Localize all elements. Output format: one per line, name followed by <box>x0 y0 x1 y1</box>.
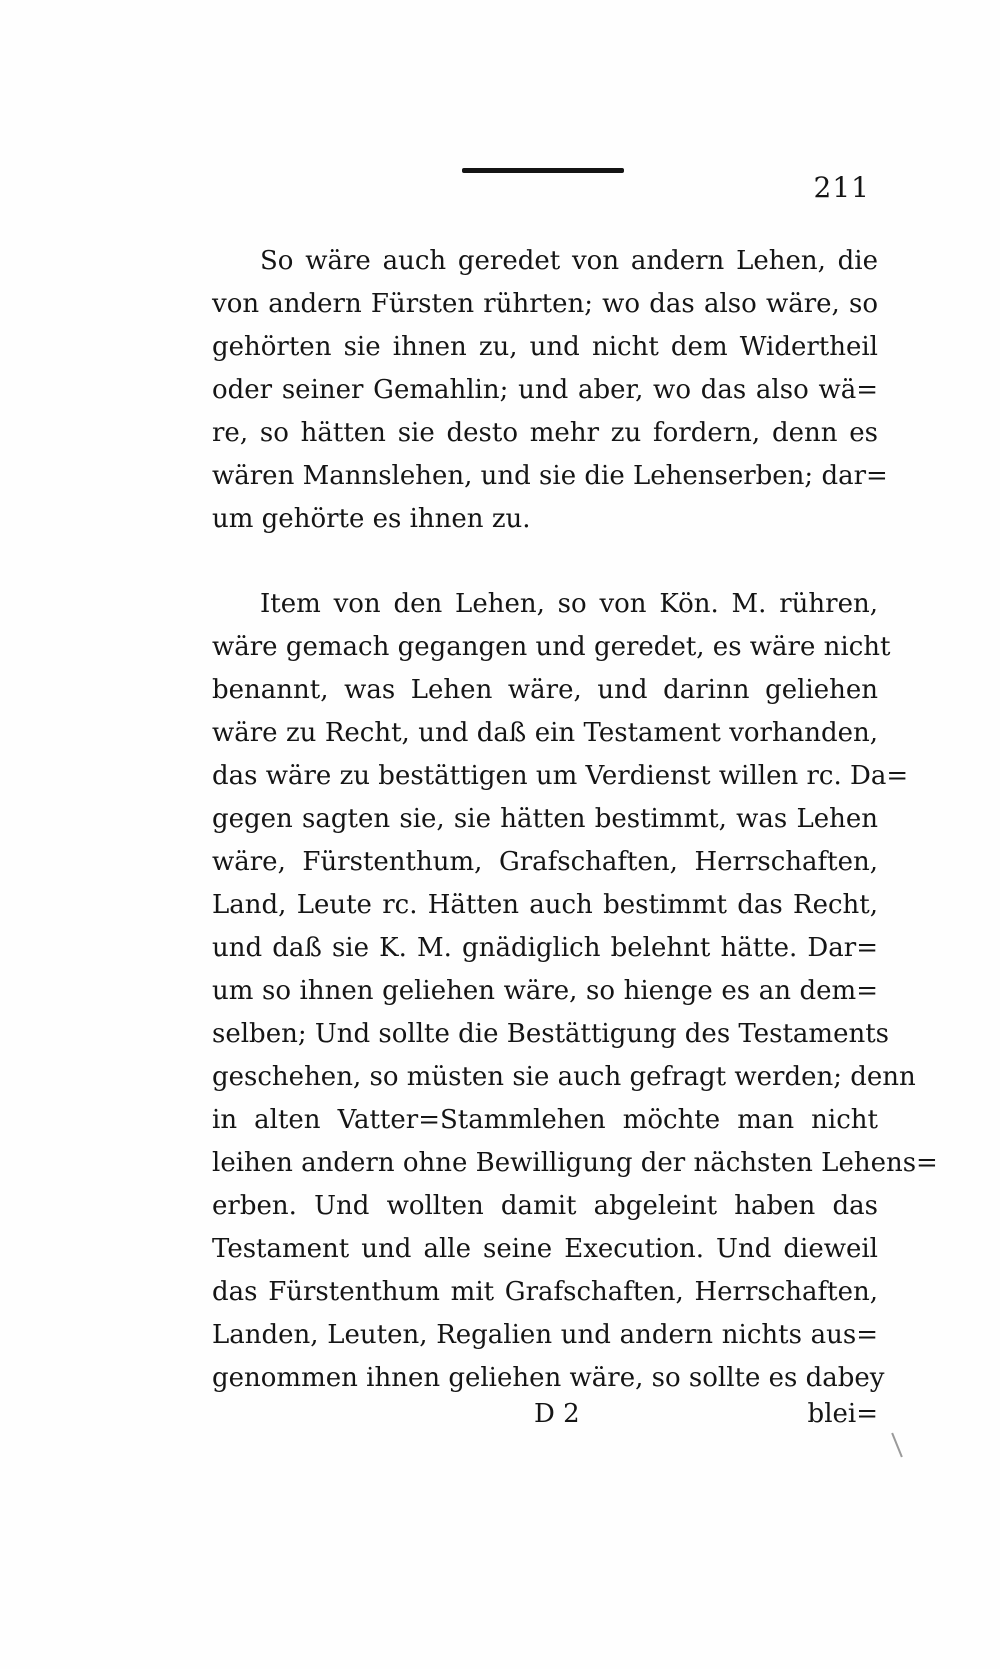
page-footer <box>212 1392 878 1436</box>
text-line: oder seiner Gemahlin; und aber, wo das also wä= <box>212 375 878 405</box>
text-line: gegen sagten sie, sie hätten bestimmt, was Lehen <box>212 804 878 834</box>
text-line: gehörten sie ihnen zu, und nicht dem Widertheil <box>212 332 878 362</box>
header-rule <box>462 168 624 173</box>
text-line: in alten Vatter=Stammlehen möchte man nicht <box>212 1105 878 1135</box>
text-line: Testament und alle seine Execution. Und dieweil <box>212 1234 878 1264</box>
text-line: um so ihnen geliehen wäre, so hienge es an dem= <box>212 976 878 1006</box>
text-line: um gehörte es ihnen zu. <box>212 504 531 534</box>
text-line: wäre gemach gegangen und geredet, es wäre nicht <box>212 632 891 662</box>
page-number: 211 <box>813 171 870 204</box>
text-line: von andern Fürsten rührten; wo das also wäre, so <box>212 289 878 319</box>
text-line: leihen andern ohne Bewilligung der nächsten Lehens= <box>212 1148 938 1178</box>
text-line: das wäre zu bestättigen um Verdienst willen rc. Da= <box>212 761 909 791</box>
signature-mark: D 2 <box>534 1399 580 1429</box>
scan-edge-mark <box>891 1433 903 1458</box>
text-line: benannt, was Lehen wäre, und darinn geliehen <box>212 675 878 705</box>
catchword: blei= <box>807 1399 878 1429</box>
text-line: wären Mannslehen, und sie die Lehenserben; dar= <box>212 461 888 491</box>
text-line: re, so hätten sie desto mehr zu fordern, denn es <box>212 418 878 448</box>
text-line: Item von den Lehen, so von Kön. M. rühren, <box>260 589 878 619</box>
text-line: Land, Leute rc. Hätten auch bestimmt das Recht, <box>212 890 878 920</box>
text-line: wäre zu Recht, und daß ein Testament vorhanden, <box>212 718 878 748</box>
body-text <box>212 240 938 1400</box>
text-line: Landen, Leuten, Regalien und andern nichts aus= <box>212 1320 878 1350</box>
paragraph-1 <box>212 240 888 541</box>
text-line: das Fürstenthum mit Grafschaften, Herrschaften, <box>212 1277 878 1307</box>
text-line: geschehen, so müsten sie auch gefragt werden; denn <box>212 1062 916 1092</box>
text-line: genommen ihnen geliehen wäre, so sollte es dabey <box>212 1363 885 1393</box>
paragraph-2 <box>212 583 938 1400</box>
text-line: So wäre auch geredet von andern Lehen, die <box>260 246 878 276</box>
text-line: erben. Und wollten damit abgeleint haben das <box>212 1191 878 1221</box>
text-line: selben; Und sollte die Bestättigung des Testaments <box>212 1019 890 1049</box>
text-line: und daß sie K. M. gnädiglich belehnt hätte. Dar= <box>212 933 878 963</box>
text-line: wäre, Fürstenthum, Grafschaften, Herrschaften, <box>212 847 878 877</box>
